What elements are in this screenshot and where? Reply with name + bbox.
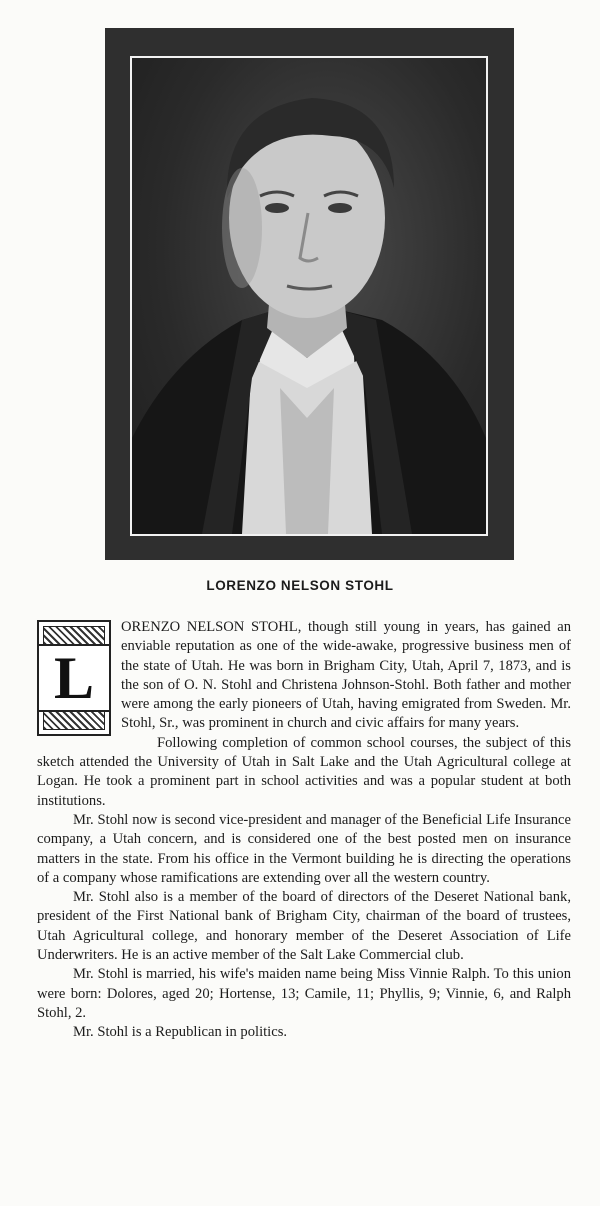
- portrait-photo: [130, 56, 488, 536]
- paragraph-5: Mr. Stohl is married, his wife's maiden name being Miss Vinnie Ralph. To this union were born: Dolores, aged 20; Hortense, 13; Camile, 11; Phyllis, 9; Vinnie, 6, and Ralph Stohl, 2.: [37, 966, 571, 1021]
- paragraph-6: Mr. Stohl is a Republican in politics.: [73, 1024, 288, 1041]
- portrait-frame: [105, 28, 514, 560]
- decorative-drop-cap: [37, 620, 111, 736]
- portrait-caption: LORENZO NELSON STOHL: [206, 578, 394, 593]
- paragraph-2: Following completion of common school courses, the subject of this sketch attended the University of Utah in Salt Lake and the Utah Agricultural college at Logan. He took a prominent part in school activities and was a popular student at both institutions.: [37, 734, 571, 809]
- biography-article: [37, 618, 571, 1043]
- drop-cap-letter: L: [39, 644, 109, 712]
- paragraph-3: Mr. Stohl now is second vice-president and manager of the Beneficial Life Insurance company, a Utah concern, and is considered one of the best posted men on insurance matters in the state. From his office in the Vermont building he is directing the operations of a company whose ramifications are extending over all the western country.: [37, 811, 571, 886]
- portrait-illustration: [132, 58, 486, 534]
- paragraph-4: Mr. Stohl also is a member of the board of directors of the Deseret National bank, president of the First National bank of Brigham City, chairman of the board of trustees, Utah Agricultural college, and honorary member of the Deseret Association of Life Underwriters. He is an active member of the Salt Lake Commercial club.: [37, 889, 571, 964]
- paragraph-1: ORENZO NELSON STOHL, though still young in years, has gained an enviable reputation as one of the wide-awake, progressive business men of the state of Utah. He was born in Brigham City, Utah, April 7, 1873, and is the son of O. N. Stohl and Christena Johnson-Stohl. Both father and mother were among the early pioneers of Utah, having emigrated from Sweden. Mr. Stohl, Sr., was prominent in church and civic affairs for many years.: [121, 619, 571, 732]
